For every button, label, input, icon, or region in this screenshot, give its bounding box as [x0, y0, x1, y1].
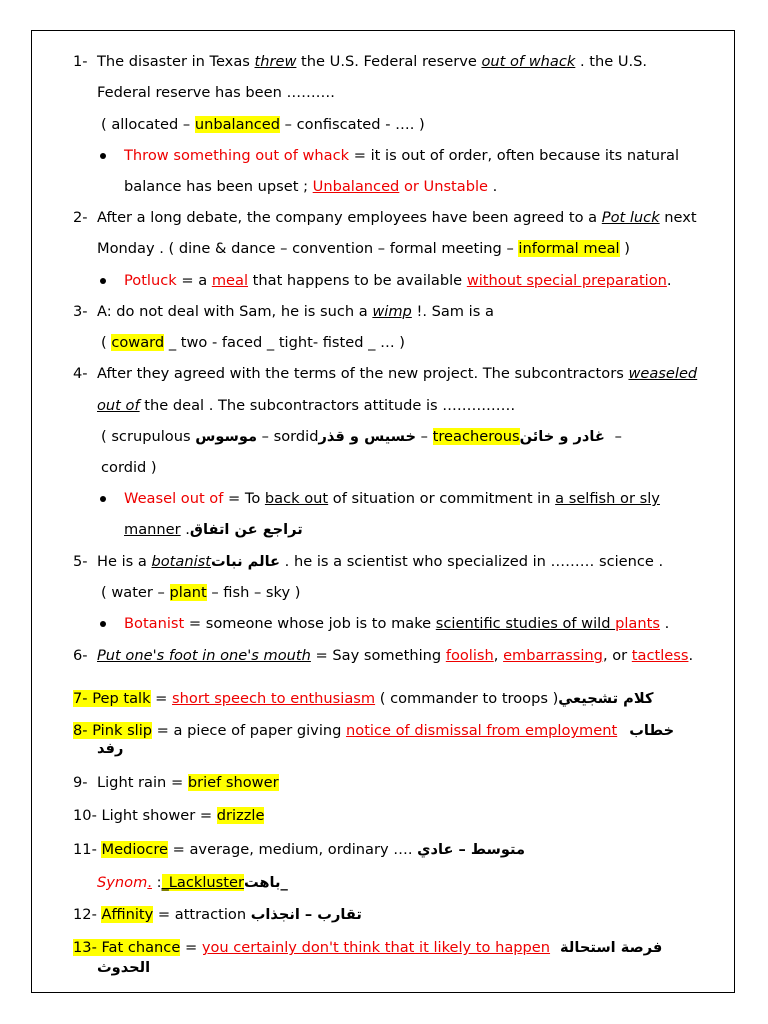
item-6: 6- Put one's foot in one's mouth = Say something foolish, embarrassing, or tactless.	[73, 647, 694, 664]
item-3-options: ( coward _ two - faced _ tight- fisted _ … )	[101, 334, 405, 351]
item-8-arabic-2: رفد	[97, 740, 124, 757]
item-10: 10- Light shower = drizzle	[73, 807, 265, 824]
item-5-options: ( water – plant – fish – sky )	[101, 584, 301, 601]
item-11-synonym: Synom. :_Lackluster_باهت	[97, 874, 288, 891]
item-1-line-1: 1- The disaster in Texas threw the U.S. Federal reserve out of whack . the U.S.	[73, 53, 648, 70]
item-1-options: ( allocated – unbalanced – confiscated - …. )	[101, 116, 425, 133]
item-11: 11- Mediocre = average, medium, ordinary …. متوسط – عادي	[73, 841, 526, 858]
item-8: 8- Pink slip = a piece of paper giving notice of dismissal from employment خطاب	[73, 722, 675, 739]
bullet-icon	[100, 621, 106, 627]
bullet-icon	[100, 153, 106, 159]
item-5-line-1: 5- He is a botanistعالم نبات . he is a scientist who specialized in ……… science .	[73, 553, 664, 570]
item-4-line-2: out of the deal . The subcontractors attitude is ……………	[97, 397, 516, 414]
item-7: 7- Pep talk = short speech to enthusiasm ( commander to troops )كلام تشجيعي	[73, 690, 654, 707]
item-1-line-2: Federal reserve has been ……….	[97, 84, 335, 101]
item-5-definition: Botanist = someone whose job is to make scientific studies of wild plants .	[124, 615, 670, 632]
bullet-icon	[100, 496, 106, 502]
item-4-options-2: cordid )	[101, 459, 157, 476]
item-1-definition-2: balance has been upset ; Unbalanced or Unstable .	[124, 178, 498, 195]
item-2-definition: Potluck = a meal that happens to be available without special preparation.	[124, 272, 672, 289]
item-3-line-1: 3- A: do not deal with Sam, he is such a wimp !. Sam is a	[73, 303, 494, 320]
item-2-line-1: 2- After a long debate, the company employees have been agreed to a Pot luck next	[73, 209, 697, 226]
item-4-options: ( scrupulous موسوس – sordidخسيس و قذر – treacherous غادر و خائن –	[101, 428, 622, 445]
item-2-line-2: Monday . ( dine & dance – convention – formal meeting – informal meal )	[97, 240, 630, 257]
item-12: 12- Affinity = attraction تقارب – انجذاب	[73, 906, 362, 923]
item-4-definition: Weasel out of = To back out of situation or commitment in a selfish or sly	[124, 490, 660, 507]
item-1-definition: Throw something out of whack = it is out of order, often because its natural	[124, 147, 680, 164]
bullet-icon	[100, 278, 106, 284]
item-4-definition-2: manner .تراجع عن اتفاق	[124, 521, 303, 538]
item-4-line-1: 4- After they agreed with the terms of the new project. The subcontractors weaseled	[73, 365, 698, 382]
item-13: 13- Fat chance = you certainly don't think that it likely to happen فرصة استحالة	[73, 939, 663, 956]
item-9: 9- Light rain = brief shower	[73, 774, 279, 791]
item-13-arabic-2: الحدوث	[97, 959, 151, 976]
